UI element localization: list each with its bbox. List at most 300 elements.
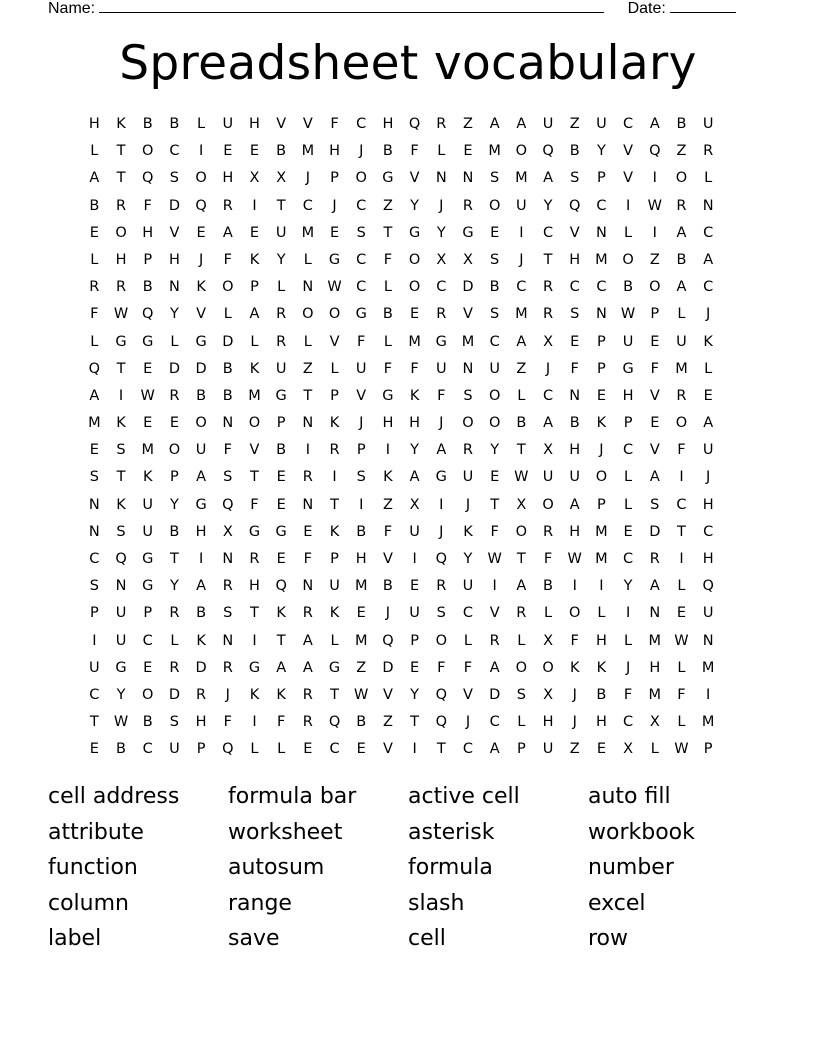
grid-letter[interactable]: K — [249, 360, 260, 377]
grid-letter[interactable]: H — [409, 415, 421, 432]
grid-letter[interactable]: F — [303, 551, 313, 567]
grid-letter[interactable]: E — [276, 551, 286, 567]
grid-letter[interactable]: P — [330, 551, 339, 567]
grid-letter[interactable]: F — [570, 632, 579, 649]
grid-letter[interactable]: H — [622, 387, 634, 404]
grid-letter[interactable]: O — [542, 496, 554, 513]
grid-letter[interactable]: O — [488, 415, 501, 432]
grid-letter[interactable]: L — [223, 306, 232, 323]
grid-letter[interactable]: T — [410, 714, 420, 731]
grid-letter[interactable]: P — [330, 387, 339, 404]
grid-letter[interactable]: D — [489, 686, 501, 703]
grid-letter[interactable]: F — [357, 333, 366, 350]
grid-letter[interactable]: C — [302, 197, 313, 214]
grid-letter[interactable]: M — [141, 442, 154, 459]
grid-letter[interactable]: C — [142, 632, 153, 649]
grid-letter[interactable]: R — [436, 116, 447, 132]
grid-letter[interactable]: L — [250, 741, 259, 758]
grid-letter[interactable]: P — [250, 279, 259, 296]
grid-letter[interactable]: F — [677, 442, 686, 459]
grid-letter[interactable]: N — [302, 279, 314, 296]
grid-letter[interactable]: I — [572, 578, 577, 595]
grid-letter[interactable]: E — [596, 387, 606, 404]
grid-letter[interactable]: L — [597, 605, 606, 622]
grid-letter[interactable]: W — [567, 551, 582, 567]
grid-letter[interactable]: E — [143, 360, 153, 377]
grid-letter[interactable]: T — [89, 714, 99, 731]
grid-letter[interactable]: A — [409, 469, 420, 486]
grid-letter[interactable]: L — [383, 333, 392, 350]
grid-letter[interactable]: M — [595, 551, 608, 567]
grid-letter[interactable]: B — [356, 714, 367, 731]
grid-letter[interactable]: P — [597, 170, 606, 187]
grid-letter[interactable]: H — [249, 116, 260, 132]
grid-letter[interactable]: H — [222, 170, 234, 187]
grid-letter[interactable]: Z — [676, 143, 687, 160]
grid-letter[interactable]: K — [249, 251, 260, 268]
grid-letter[interactable]: Y — [490, 442, 500, 459]
grid-letter[interactable]: R — [676, 197, 687, 214]
grid-letter[interactable]: E — [249, 143, 260, 160]
grid-letter[interactable]: K — [329, 415, 340, 432]
grid-letter[interactable]: P — [597, 333, 606, 350]
grid-letter[interactable]: I — [412, 551, 417, 567]
grid-letter[interactable]: P — [356, 442, 366, 459]
grid-letter[interactable]: T — [677, 523, 686, 540]
name-blank-line[interactable] — [99, 0, 604, 13]
grid-letter[interactable]: L — [90, 333, 99, 350]
grid-letter[interactable]: L — [303, 333, 312, 350]
grid-letter[interactable]: A — [276, 659, 287, 676]
grid-letter[interactable]: A — [302, 632, 313, 649]
grid-letter[interactable]: O — [649, 279, 661, 296]
grid-letter[interactable]: W — [113, 714, 129, 731]
grid-letter[interactable]: G — [435, 469, 447, 486]
grid-letter[interactable]: B — [489, 279, 500, 296]
grid-letter[interactable]: N — [88, 523, 100, 540]
grid-letter[interactable]: Y — [623, 578, 633, 595]
grid-letter[interactable]: F — [623, 686, 633, 703]
grid-letter[interactable]: S — [463, 387, 473, 404]
grid-letter[interactable]: A — [196, 578, 207, 595]
grid-letter[interactable]: V — [382, 686, 393, 703]
grid-letter[interactable]: R — [302, 686, 313, 703]
grid-letter[interactable]: G — [382, 387, 394, 404]
grid-letter[interactable]: N — [302, 578, 314, 595]
grid-letter[interactable]: K — [116, 116, 126, 132]
grid-letter[interactable]: J — [439, 523, 444, 540]
grid-letter[interactable]: L — [330, 632, 339, 649]
grid-letter[interactable]: E — [89, 741, 99, 758]
grid-letter[interactable]: O — [675, 170, 688, 187]
grid-letter[interactable]: P — [597, 496, 606, 513]
grid-letter[interactable]: K — [276, 686, 286, 703]
grid-letter[interactable]: E — [303, 741, 313, 758]
grid-letter[interactable]: H — [382, 415, 394, 432]
grid-letter[interactable]: H — [595, 632, 607, 649]
grid-letter[interactable]: T — [490, 496, 500, 513]
grid-letter[interactable]: U — [462, 469, 474, 486]
grid-letter[interactable]: J — [572, 714, 577, 731]
grid-letter[interactable]: T — [303, 387, 313, 404]
grid-letter[interactable]: I — [385, 442, 391, 459]
grid-letter[interactable]: L — [650, 741, 659, 758]
grid-letter[interactable]: X — [543, 632, 553, 649]
grid-letter[interactable]: J — [359, 415, 364, 432]
grid-letter[interactable]: T — [276, 632, 286, 649]
grid-letter[interactable]: B — [676, 251, 687, 268]
grid-letter[interactable]: V — [169, 224, 180, 241]
grid-letter[interactable]: O — [195, 170, 207, 187]
grid-letter[interactable]: P — [623, 415, 633, 432]
grid-letter[interactable]: O — [569, 605, 581, 622]
grid-letter[interactable]: X — [649, 714, 660, 731]
grid-letter[interactable]: R — [542, 306, 554, 323]
grid-letter[interactable]: L — [543, 605, 553, 622]
grid-letter[interactable]: L — [170, 333, 179, 350]
grid-letter[interactable]: L — [170, 632, 179, 649]
grid-letter[interactable]: E — [89, 442, 99, 459]
grid-letter[interactable]: R — [542, 523, 554, 540]
grid-letter[interactable]: X — [276, 170, 287, 187]
grid-letter[interactable]: V — [382, 741, 393, 758]
grid-letter[interactable]: A — [222, 224, 233, 241]
grid-letter[interactable]: Y — [169, 496, 179, 513]
grid-letter[interactable]: N — [595, 306, 607, 323]
grid-letter[interactable]: A — [89, 387, 100, 404]
grid-letter[interactable]: R — [249, 551, 260, 567]
grid-letter[interactable]: U — [142, 496, 154, 513]
grid-letter[interactable]: Z — [569, 741, 580, 758]
grid-letter[interactable]: T — [543, 251, 553, 268]
grid-letter[interactable]: V — [623, 170, 634, 187]
grid-letter[interactable]: K — [249, 686, 260, 703]
grid-letter[interactable]: G — [115, 333, 127, 350]
grid-letter[interactable]: Q — [649, 143, 661, 160]
grid-letter[interactable]: C — [436, 279, 447, 296]
grid-letter[interactable]: R — [649, 551, 660, 567]
grid-letter[interactable]: D — [462, 279, 474, 296]
grid-letter[interactable]: J — [706, 469, 711, 486]
grid-letter[interactable]: N — [462, 170, 474, 187]
grid-letter[interactable]: G — [328, 251, 341, 268]
grid-letter[interactable]: E — [276, 469, 286, 486]
grid-letter[interactable]: H — [569, 523, 581, 540]
grid-letter[interactable]: R — [489, 632, 500, 649]
grid-letter[interactable]: M — [301, 224, 315, 241]
grid-letter[interactable]: Y — [463, 551, 473, 567]
grid-letter[interactable]: C — [356, 279, 367, 296]
grid-letter[interactable]: O — [222, 279, 234, 296]
grid-letter[interactable]: J — [305, 170, 310, 187]
grid-letter[interactable]: G — [328, 659, 341, 676]
grid-letter[interactable]: O — [355, 170, 367, 187]
grid-letter[interactable]: R — [516, 605, 527, 622]
grid-letter[interactable]: C — [569, 279, 580, 296]
grid-letter[interactable]: Z — [649, 251, 660, 268]
grid-letter[interactable]: E — [410, 306, 420, 323]
grid-letter[interactable]: T — [169, 551, 179, 567]
grid-letter[interactable]: R — [436, 578, 447, 595]
grid-letter[interactable]: D — [382, 659, 394, 676]
grid-letter[interactable]: A — [543, 170, 553, 187]
grid-letter[interactable]: T — [116, 469, 126, 486]
grid-letter[interactable]: H — [595, 714, 607, 731]
grid-letter[interactable]: C — [489, 714, 500, 731]
grid-letter[interactable]: I — [252, 714, 257, 731]
grid-letter[interactable]: P — [170, 469, 179, 486]
grid-letter[interactable]: J — [572, 686, 577, 703]
grid-letter[interactable]: V — [489, 605, 500, 622]
grid-letter[interactable]: I — [439, 496, 444, 513]
grid-letter[interactable]: U — [329, 578, 340, 595]
grid-letter[interactable]: D — [649, 523, 661, 540]
grid-letter[interactable]: B — [222, 360, 233, 377]
grid-letter[interactable]: O — [595, 469, 608, 486]
grid-letter[interactable]: R — [196, 686, 207, 703]
grid-letter[interactable]: V — [463, 306, 473, 323]
grid-letter[interactable]: X — [463, 251, 473, 268]
grid-letter[interactable]: H — [88, 116, 100, 132]
grid-letter[interactable]: M — [301, 143, 315, 160]
grid-letter[interactable]: Z — [382, 714, 393, 731]
grid-letter[interactable]: T — [250, 469, 259, 486]
grid-letter[interactable]: R — [89, 279, 100, 296]
grid-letter[interactable]: K — [142, 469, 153, 486]
grid-letter[interactable]: E — [490, 224, 500, 241]
grid-letter[interactable]: Q — [328, 714, 341, 731]
grid-letter[interactable]: F — [383, 523, 393, 540]
grid-letter[interactable]: C — [703, 224, 714, 241]
grid-letter[interactable]: G — [408, 224, 421, 241]
grid-letter[interactable]: P — [143, 605, 153, 622]
grid-letter[interactable]: B — [596, 686, 607, 703]
grid-letter[interactable]: O — [328, 306, 341, 323]
grid-letter[interactable]: R — [169, 605, 180, 622]
grid-letter[interactable]: R — [676, 387, 687, 404]
grid-letter[interactable]: J — [706, 306, 711, 323]
grid-letter[interactable]: P — [703, 741, 713, 758]
grid-letter[interactable]: F — [383, 360, 393, 377]
grid-letter[interactable]: O — [488, 387, 501, 404]
grid-letter[interactable]: Y — [596, 143, 606, 160]
grid-letter[interactable]: E — [463, 143, 473, 160]
grid-letter[interactable]: E — [570, 333, 580, 350]
grid-letter[interactable]: E — [276, 496, 286, 513]
grid-letter[interactable]: R — [329, 442, 340, 459]
grid-letter[interactable]: I — [252, 197, 257, 214]
grid-letter[interactable]: K — [596, 659, 607, 676]
grid-letter[interactable]: P — [143, 251, 153, 268]
grid-letter[interactable]: R — [222, 197, 233, 214]
grid-letter[interactable]: O — [408, 251, 421, 268]
grid-letter[interactable]: J — [385, 605, 391, 622]
grid-letter[interactable]: G — [115, 659, 127, 676]
grid-letter[interactable]: M — [461, 333, 475, 350]
grid-letter[interactable]: F — [677, 686, 686, 703]
grid-letter[interactable]: I — [359, 496, 364, 513]
grid-letter[interactable]: F — [223, 442, 232, 459]
grid-letter[interactable]: C — [329, 741, 340, 758]
grid-letter[interactable]: S — [89, 578, 99, 595]
grid-letter[interactable]: S — [223, 469, 233, 486]
grid-letter[interactable]: E — [650, 415, 660, 432]
grid-letter[interactable]: K — [409, 387, 420, 404]
grid-letter[interactable]: Y — [543, 197, 553, 214]
grid-letter[interactable]: V — [249, 442, 260, 459]
grid-letter[interactable]: V — [569, 224, 580, 241]
grid-letter[interactable]: O — [195, 415, 207, 432]
grid-letter[interactable]: U — [275, 360, 287, 377]
grid-letter[interactable]: G — [248, 659, 261, 676]
grid-letter[interactable]: R — [436, 306, 447, 323]
grid-letter[interactable]: B — [623, 279, 634, 296]
grid-letter[interactable]: H — [649, 659, 661, 676]
grid-letter[interactable]: D — [168, 197, 180, 214]
grid-letter[interactable]: K — [276, 605, 286, 622]
grid-letter[interactable]: L — [250, 333, 259, 350]
grid-letter[interactable]: I — [332, 469, 337, 486]
grid-letter[interactable]: E — [703, 387, 713, 404]
grid-letter[interactable]: F — [410, 360, 419, 377]
grid-letter[interactable]: N — [302, 415, 314, 432]
grid-letter[interactable]: J — [545, 360, 551, 377]
grid-letter[interactable]: O — [248, 415, 261, 432]
grid-letter[interactable]: K — [569, 659, 580, 676]
grid-letter[interactable]: I — [625, 605, 631, 622]
grid-letter[interactable]: A — [649, 116, 660, 132]
grid-letter[interactable]: N — [595, 224, 607, 241]
grid-letter[interactable]: J — [439, 415, 444, 432]
grid-letter[interactable]: U — [542, 741, 554, 758]
grid-letter[interactable]: B — [169, 116, 180, 132]
grid-letter[interactable]: O — [515, 143, 528, 160]
grid-letter[interactable]: T — [436, 741, 446, 758]
grid-letter[interactable]: G — [435, 333, 447, 350]
grid-letter[interactable]: S — [490, 251, 500, 268]
grid-letter[interactable]: W — [487, 551, 502, 567]
grid-letter[interactable]: C — [623, 551, 634, 567]
grid-letter[interactable]: S — [650, 496, 660, 513]
grid-letter[interactable]: K — [116, 496, 126, 513]
grid-letter[interactable]: S — [516, 686, 526, 703]
grid-letter[interactable]: O — [515, 523, 528, 540]
grid-letter[interactable]: A — [489, 659, 500, 676]
grid-letter[interactable]: C — [623, 714, 634, 731]
grid-letter[interactable]: A — [516, 116, 527, 132]
grid-letter[interactable]: E — [676, 605, 687, 622]
grid-letter[interactable]: Z — [516, 360, 527, 377]
grid-letter[interactable]: H — [355, 551, 367, 567]
grid-letter[interactable]: W — [514, 469, 529, 486]
grid-letter[interactable]: I — [198, 143, 204, 160]
grid-letter[interactable]: I — [652, 224, 657, 241]
grid-letter[interactable]: F — [250, 496, 259, 513]
grid-letter[interactable]: C — [89, 551, 100, 567]
grid-letter[interactable]: N — [702, 632, 714, 649]
grid-letter[interactable]: L — [383, 279, 392, 296]
grid-letter[interactable]: B — [516, 415, 527, 432]
grid-letter[interactable]: M — [515, 306, 528, 323]
grid-letter[interactable]: X — [436, 251, 447, 268]
grid-letter[interactable]: L — [463, 632, 473, 649]
grid-letter[interactable]: R — [462, 197, 473, 214]
grid-letter[interactable]: S — [116, 442, 126, 459]
grid-letter[interactable]: R — [302, 605, 313, 622]
grid-letter[interactable]: U — [169, 741, 180, 758]
grid-letter[interactable]: M — [515, 170, 528, 187]
grid-letter[interactable]: J — [198, 251, 204, 268]
grid-letter[interactable]: K — [703, 333, 713, 350]
grid-letter[interactable]: I — [679, 469, 684, 486]
grid-letter[interactable]: P — [597, 360, 606, 377]
grid-letter[interactable]: Q — [435, 686, 447, 703]
grid-letter[interactable]: C — [676, 496, 687, 513]
grid-letter[interactable]: H — [542, 714, 554, 731]
grid-letter[interactable]: A — [436, 442, 447, 459]
grid-letter[interactable]: Y — [169, 306, 179, 323]
grid-letter[interactable]: P — [89, 605, 99, 622]
grid-letter[interactable]: T — [116, 360, 126, 377]
grid-letter[interactable]: O — [515, 659, 528, 676]
grid-letter[interactable]: O — [115, 224, 127, 241]
grid-letter[interactable]: H — [702, 551, 714, 567]
grid-letter[interactable]: O — [675, 415, 688, 432]
grid-letter[interactable]: C — [356, 116, 367, 132]
grid-letter[interactable]: E — [329, 224, 340, 241]
grid-letter[interactable]: C — [623, 442, 634, 459]
grid-letter[interactable]: B — [276, 143, 287, 160]
grid-letter[interactable]: L — [517, 387, 526, 404]
grid-letter[interactable]: R — [169, 387, 180, 404]
grid-letter[interactable]: O — [142, 686, 154, 703]
grid-letter[interactable]: F — [543, 551, 553, 567]
grid-letter[interactable]: E — [490, 469, 500, 486]
grid-letter[interactable]: M — [701, 714, 715, 731]
grid-letter[interactable]: R — [302, 714, 313, 731]
grid-letter[interactable]: A — [516, 578, 527, 595]
grid-letter[interactable]: I — [305, 442, 310, 459]
grid-letter[interactable]: X — [249, 170, 260, 187]
grid-letter[interactable]: C — [356, 197, 367, 214]
grid-letter[interactable]: J — [599, 442, 604, 459]
grid-letter[interactable]: G — [142, 333, 154, 350]
grid-letter[interactable]: U — [409, 605, 420, 622]
grid-letter[interactable]: J — [519, 251, 524, 268]
grid-letter[interactable]: G — [195, 496, 207, 513]
grid-letter[interactable]: R — [276, 306, 287, 323]
grid-letter[interactable]: N — [222, 551, 234, 567]
grid-letter[interactable]: C — [623, 116, 634, 132]
grid-letter[interactable]: X — [222, 523, 233, 540]
grid-letter[interactable]: Q — [88, 360, 101, 377]
grid-letter[interactable]: E — [623, 523, 633, 540]
grid-letter[interactable]: M — [648, 686, 662, 703]
grid-letter[interactable]: E — [303, 523, 313, 540]
grid-letter[interactable]: C — [356, 251, 367, 268]
grid-letter[interactable]: Y — [410, 197, 420, 214]
grid-letter[interactable]: S — [356, 469, 366, 486]
grid-letter[interactable]: K — [116, 415, 126, 432]
grid-letter[interactable]: T — [516, 442, 526, 459]
grid-letter[interactable]: R — [302, 469, 313, 486]
grid-letter[interactable]: L — [624, 469, 633, 486]
grid-letter[interactable]: V — [302, 116, 313, 132]
grid-letter[interactable]: M — [701, 659, 715, 676]
grid-letter[interactable]: T — [250, 605, 259, 622]
grid-letter[interactable]: X — [516, 496, 527, 513]
grid-letter[interactable]: K — [196, 279, 206, 296]
